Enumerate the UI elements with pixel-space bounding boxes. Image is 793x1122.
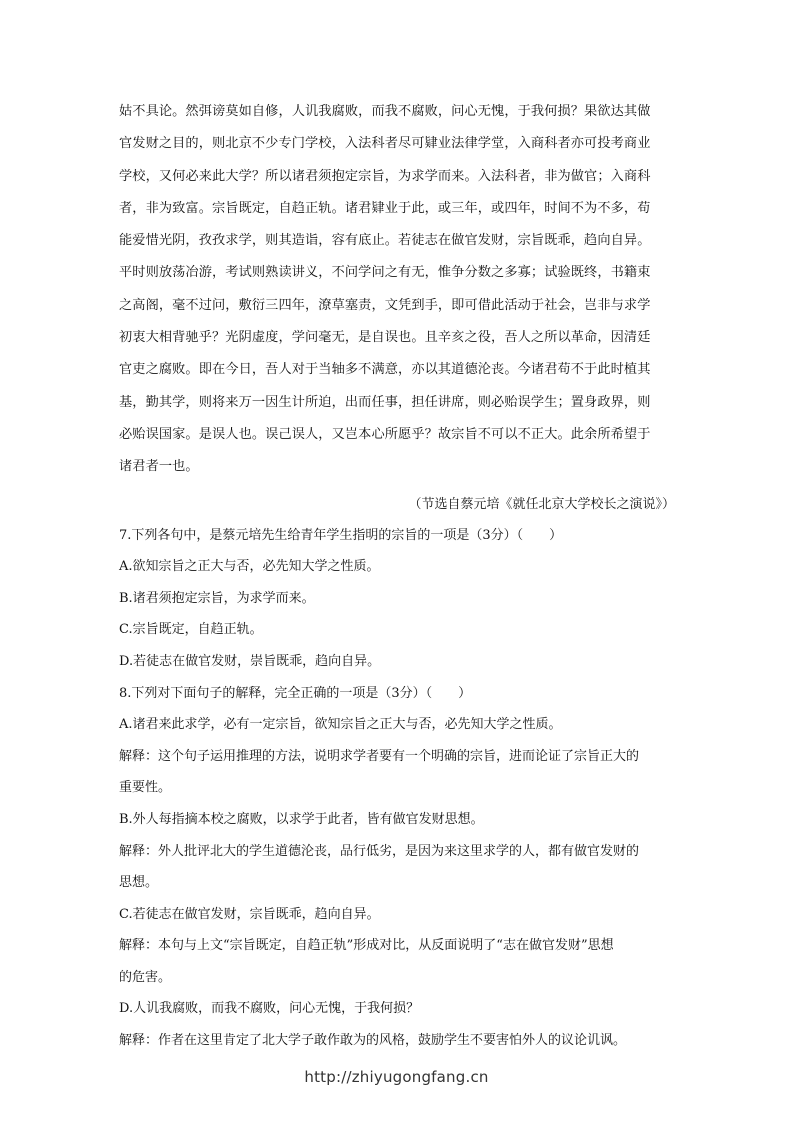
question-8-option-b: B.外人每指摘本校之腐败，以求学于此者，皆有做官发财思想。	[119, 811, 484, 827]
questions	[119, 520, 681, 1057]
question-7-option-b: B.诸君须抱定宗旨，为求学而来。	[119, 590, 315, 606]
question-7-option-d: D.若徒志在做官发财，崇旨既乖，趋向自异。	[119, 653, 381, 669]
passage-line: 初衷大相背驰乎？光阴虚度，学问毫无，是自误也。且辛亥之役，吾人之所以革命，因清廷	[119, 330, 651, 346]
passage-line: 学校，又何必来此大学？所以诸君须抱定宗旨，为求学而来。入法科者，非为做官；入商科	[119, 168, 651, 184]
passage-line: 基，勤其学，则将来万一因生计所迫，出而任事，担任讲席，则必贻误学生；置身政界，则	[119, 394, 651, 410]
passage-line: 姑不具论。然弭谤莫如自修，人讥我腐败，而我不腐败，问心无愧，于我何损？果欲达其做	[119, 104, 651, 119]
document-content	[119, 96, 681, 1057]
passage-line: 官发财之目的，则北京不少专门学校，入法科者尽可肄业法律学堂，入商科者亦可投考商业	[119, 136, 651, 152]
passage-line: 之高阁，毫不过问，敷衍三四年，潦草塞责，文凭到手，即可借此活动于社会，岂非与求学	[119, 297, 651, 313]
question-7-option-a: A.欲知宗旨之正大与否，必先知大学之性质。	[119, 559, 380, 575]
question-8-option-c: C.若徒志在做官发财，宗旨既乖，趋向自异。	[119, 906, 380, 922]
passage-line: 平时则放荡冶游，考试则熟读讲义，不问学问之有无，惟争分数之多寡；试验既终，书籍束	[119, 265, 651, 281]
question-8-stem: 8.下列对下面句子的解释，完全正确的一项是（3分）（ ）	[119, 685, 472, 701]
passage	[119, 96, 681, 484]
question-8-explanation-b-cont: 思想。	[119, 875, 159, 891]
passage-source: （节选自蔡元培《就任北京大学校长之演说》）	[408, 496, 675, 512]
passage-line: 者，非为致富。宗旨既定，自趋正轨。诸君肄业于此，或三年，或四年，时间不为不多，苟	[119, 200, 651, 216]
question-7-option-c: C.宗旨既定，自趋正轨。	[119, 622, 263, 638]
question-7-stem: 7.下列各句中，是蔡元培先生给青年学生指明的宗旨的一项是（3分）（ ）	[119, 527, 563, 543]
question-8-explanation-b: 解释：外人批评北大的学生道德沦丧，品行低劣，是因为来这里求学的人，都有做官发财的	[119, 843, 640, 859]
passage-line: 能爱惜光阴，孜孜求学，则其造诣，容有底止。若徒志在做官发财，宗旨既乖，趋向自异。	[119, 233, 651, 249]
question-8-option-a: A.诸君来此求学，必有一定宗旨，欲知宗旨之正大与否，必先知大学之性质。	[119, 717, 562, 733]
question-8-explanation-d: 解释：作者在这里肯定了北大学子敢作敢为的风格，鼓励学生不要害怕外人的议论讥讽。	[119, 1033, 627, 1049]
footer-url: http://zhiyugongfang.cn	[304, 1068, 489, 1086]
passage-line: 诸君者一也。	[119, 459, 199, 475]
question-8-explanation-a-cont: 重要性。	[119, 780, 172, 796]
passage-line: 官吏之腐败。即在今日，吾人对于当轴多不满意，亦以其道德沦丧。今诸君苟不于此时植其	[119, 362, 651, 378]
question-8-explanation-a: 解释：这个句子运用推理的方法，说明求学者要有一个明确的宗旨，进而论证了宗旨正大的	[119, 748, 640, 764]
question-8-explanation-c-cont: 的危害。	[119, 969, 172, 985]
question-8-explanation-c: 解释：本句与上文“宗旨既定，自趋正轨”形成对比，从反面说明了“志在做官发财”思想	[119, 938, 614, 954]
question-8-option-d: D.人讥我腐败，而我不腐败，问心无愧，于我何损？	[119, 1001, 420, 1017]
passage-line: 必贻误国家。是误人也。误己误人，又岂本心所愿乎？故宗旨不可以不正大。此余所希望于	[119, 426, 651, 442]
